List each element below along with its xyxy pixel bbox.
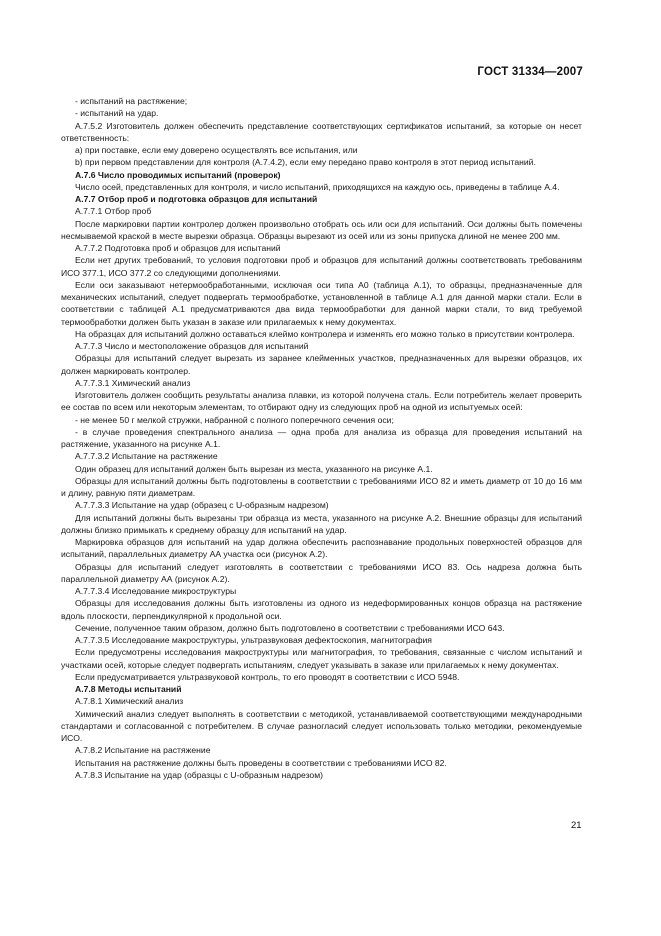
body-paragraph: А.7.8.3 Испытание на удар (образцы с U-образным надрезом) bbox=[75, 769, 323, 780]
body-paragraph: a) при поставке, если ему доверено осуществлять все испытания, или bbox=[75, 145, 358, 155]
body-paragraph: А.7.7.3.3 Испытание на удар (образец с U-образным надрезом) bbox=[75, 500, 329, 511]
body-paragraph: Если нет других требований, то условия подготовки проб и образцов для испытаний должны соответствовать требованиям ИСО 377.1, ИСО 377.2 со следующими дополнениями. bbox=[61, 255, 582, 278]
section-heading: А.7.8 Методы испытаний bbox=[75, 684, 182, 694]
body-paragraph: Один образец для испытаний должен быть вырезан из места, указанного на рисунке А.1. bbox=[75, 463, 433, 474]
body-paragraph: Образцы для испытаний следует изготовлять в соответствии с требованиями ИСО 83. Ось надреза должна быть параллельной диаметру АА (рисунок А.2). bbox=[61, 561, 582, 584]
body-paragraph: А.7.8.2 Испытание на растяжение bbox=[75, 745, 211, 756]
body-paragraph: - не менее 50 г мелкой стружки, набранной с полного поперечного сечения оси; bbox=[75, 414, 394, 425]
body-paragraph: После маркировки партии контролер должен произвольно отобрать ось или оси для испытаний. Оси должны быть помечены несмываемой краской в месте вырезки образца. Образцы вырезают из осей или из зоны припуска длиной не менее 200 мм. bbox=[61, 218, 582, 241]
body-paragraph: Изготовитель должен сообщить результаты анализа плавки, из которой получена сталь. Если потребитель желает проверить ее состав по всем или некоторым элементам, то отбирают одну из следующих проб на одной из испытуемых осей: bbox=[61, 390, 582, 413]
body-paragraph: А.7.7.3.2 Испытание на растяжение bbox=[75, 451, 218, 462]
body-paragraph: А.7.7.3.5 Исследование макроструктуры, ультразвуковая дефектоскопия, магнитография bbox=[75, 635, 432, 645]
document-body bbox=[61, 95, 582, 781]
body-paragraph: Если предусматривается ультразвуковой контроль, то его проводят в соответствии с ИСО 5948. bbox=[75, 671, 460, 682]
body-paragraph: Число осей, представленных для контроля, и число испытаний, приходящихся на каждую ось, приведены в таблице А.4. bbox=[75, 181, 560, 192]
page-number: 21 bbox=[571, 820, 582, 831]
body-paragraph: А.7.5.2 Изготовитель должен обеспечить представление соответствующих сертификатов испытаний, за которые он несет ответственность: bbox=[61, 120, 582, 143]
body-paragraph: Сечение, полученное таким образом, должно быть подготовлено в соответствии с требованиями ИСО 643. bbox=[75, 622, 505, 633]
body-paragraph: А.7.8.1 Химический анализ bbox=[75, 696, 184, 707]
body-paragraph: А.7.7.2 Подготовка проб и образцов для испытаний bbox=[75, 243, 281, 253]
body-paragraph: - в случае проведения спектрального анализа — одна проба для анализа из образца для проведения испытаний на растяжение, указанного на рисунке А.1. bbox=[61, 426, 582, 449]
body-paragraph: Для испытаний должны быть вырезаны три образца из места, указанного на рисунке А.2. Внешние образцы для испытаний должны близко примыкать к среднему образцу для испытаний на удар. bbox=[61, 512, 582, 535]
standard-header: ГОСТ 31334—2007 bbox=[477, 66, 583, 78]
body-paragraph: Испытания на растяжение должны быть проведены в соответствии с требованиями ИСО 82. bbox=[75, 757, 447, 768]
body-paragraph: - испытаний на растяжение; bbox=[75, 96, 188, 106]
body-paragraph: Химический анализ следует выполнять в соответствии с методикой, устанавливаемой соответствующими международными стандартами и согласованной с потребителем. В случае разногласий следует использовать только методики, рекомендуемые ИСО. bbox=[61, 708, 582, 743]
body-paragraph: На образцах для испытаний должно оставаться клеймо контролера и изменять его можно только в присутствии контролера. bbox=[75, 328, 575, 339]
body-paragraph: Если предусмотрены исследования макроструктуры или магнитография, то требования, связанные с числом испытаний и участками осей, которые следует подвергать испытаниям, следует указывать в заказе или прилагаемых к нему документах. bbox=[61, 647, 582, 670]
section-heading: А.7.6 Число проводимых испытаний (проверок) bbox=[75, 169, 281, 180]
body-paragraph: Образцы для испытаний должны быть подготовлены в соответствии с требованиями ИСО 82 и иметь диаметр от 10 до 16 мм и длину, равную пяти диаметрам. bbox=[61, 475, 582, 498]
body-paragraph: А.7.7.3 Число и местоположение образцов для испытаний bbox=[75, 341, 309, 351]
body-paragraph: Если оси заказывают нетермообработанными, исключая оси типа А0 (таблица А.1), то образцы, предназначенные для механических испытаний, следует подвергать термообработке, установленной в таблице А.1 для данной марки стали. Если в соответствии с таблицей А.1 предусматриваются два вида термообработки для данной марки стали, то вид требуемой термообработки должен быть указан в заказе или прилагаемых к нему документах. bbox=[61, 279, 582, 327]
body-paragraph: А.7.7.1 Отбор проб bbox=[75, 206, 152, 217]
body-paragraph: b) при первом представлении для контроля (А.7.4.2), если ему передано право контроля в этот период испытаний. bbox=[75, 157, 536, 168]
body-paragraph: Образцы для исследования должны быть изготовлены из одного из недеформированных концов образца на растяжение вдоль плоскости, перпендикулярной к продольной оси. bbox=[61, 598, 582, 621]
body-paragraph: А.7.7.3.1 Химический анализ bbox=[75, 377, 191, 388]
body-paragraph: А.7.7.3.4 Исследование микроструктуры bbox=[75, 586, 237, 596]
body-paragraph: Маркировка образцов для испытаний на удар должна обеспечить распознавание продольных поверхностей образцов для испытаний, параллельных диаметру АА участка оси (рисунок А.2). bbox=[61, 537, 582, 560]
body-paragraph: Образцы для испытаний следует вырезать из заранее клейменных участков, предназначенных для вырезки образцов, их должен маркировать контролер. bbox=[61, 353, 582, 376]
body-paragraph: - испытаний на удар. bbox=[75, 108, 159, 119]
section-heading: А.7.7 Отбор проб и подготовка образцов для испытаний bbox=[75, 194, 318, 204]
